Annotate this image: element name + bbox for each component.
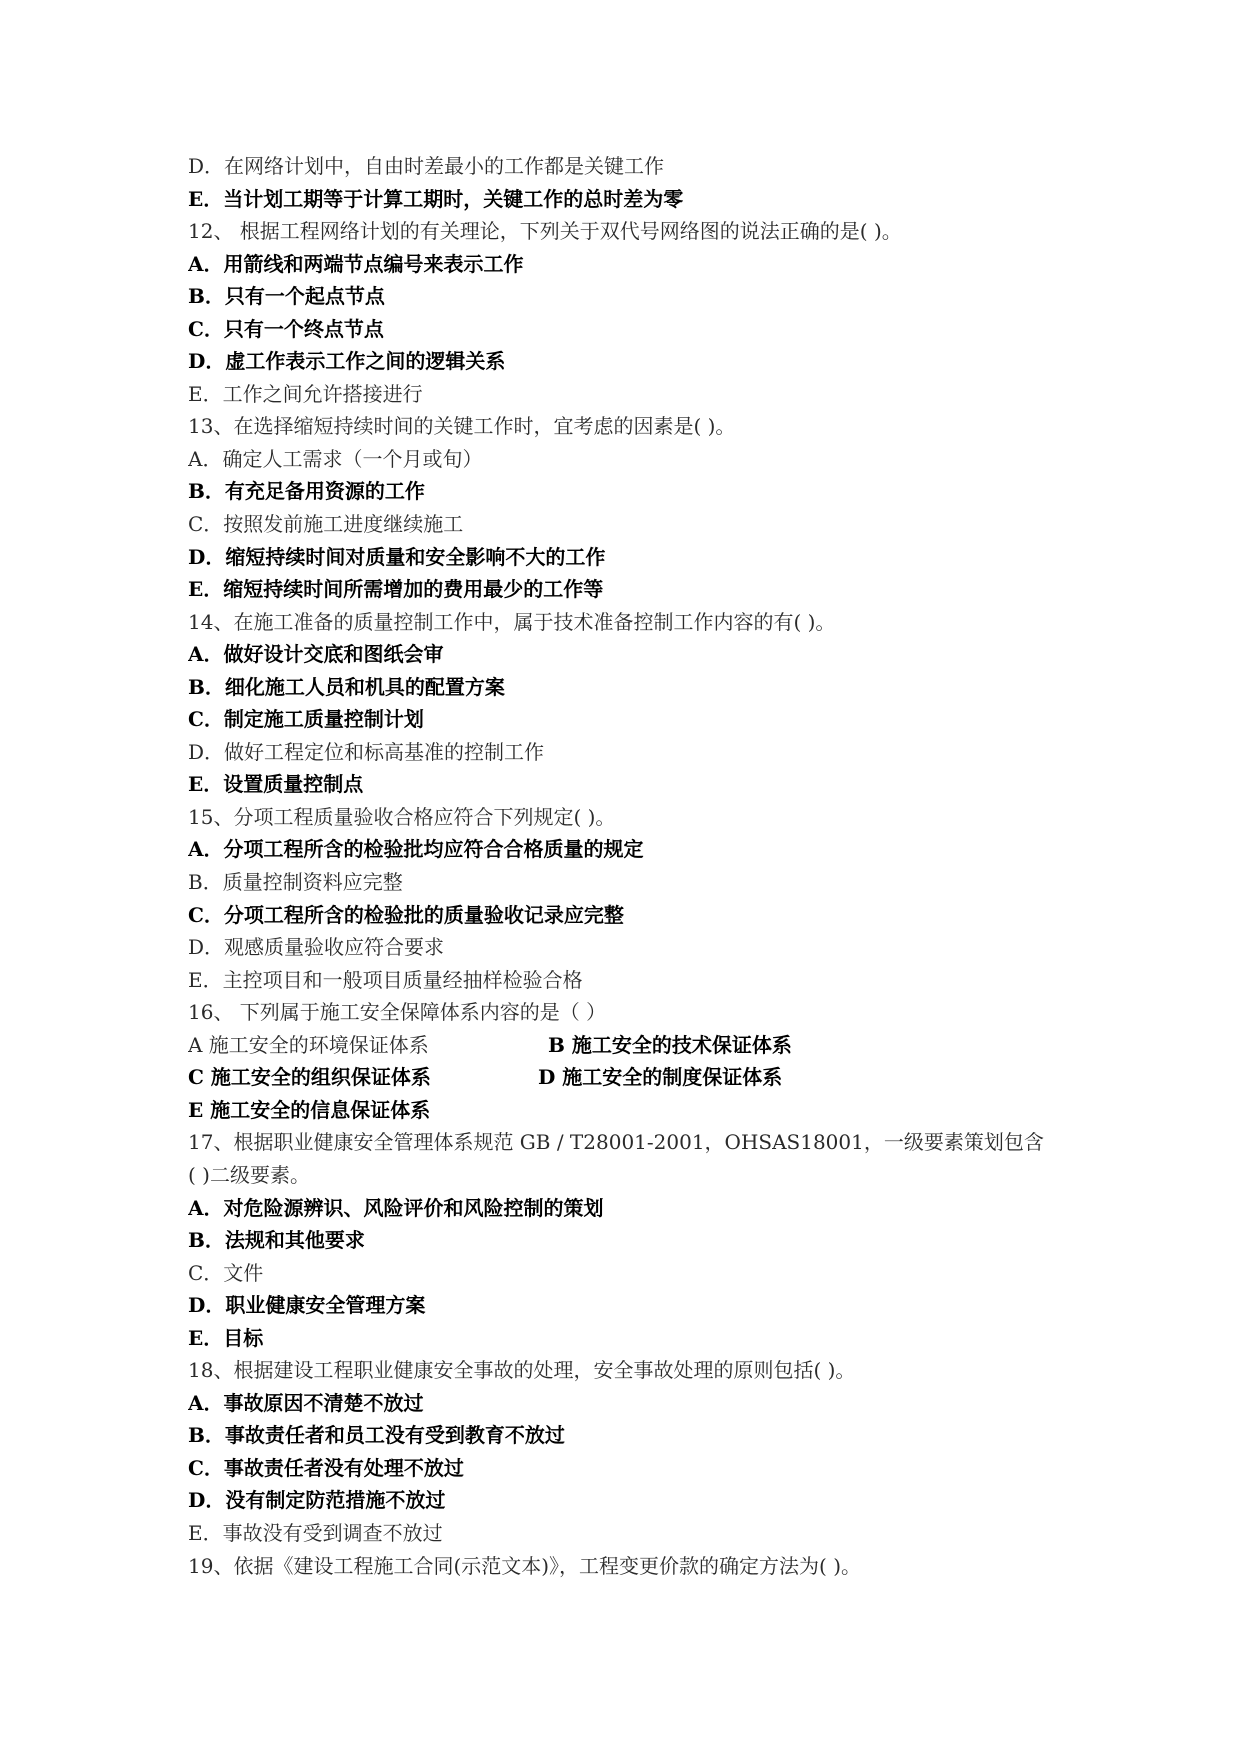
text-line: B．只有一个起点节点	[188, 284, 385, 309]
text-line: E．工作之间允许搭接进行	[188, 381, 423, 406]
text-line: E．设置质量控制点	[188, 772, 364, 797]
text-line: D．虚工作表示工作之间的逻辑关系	[188, 349, 506, 374]
text-line: ( )二级要素。	[188, 1162, 310, 1187]
text-line: B．质量控制资料应完整	[188, 870, 403, 895]
q16-options-row-3	[188, 1094, 1068, 1127]
text-line: A．确定人工需求（一个月或旬）	[188, 446, 483, 471]
text-line: B．事故责任者和员工没有受到教育不放过	[188, 1423, 565, 1448]
text-line: C．只有一个终点节点	[188, 316, 384, 341]
text-line: A．用箭线和两端节点编号来表示工作	[188, 251, 524, 276]
text-line: C．事故责任者没有处理不放过	[188, 1455, 464, 1480]
text-line: E．当计划工期等于计算工期时，关键工作的总时差为零	[188, 186, 684, 211]
text-line: E．主控项目和一般项目质量经抽样检验合格	[188, 967, 583, 992]
q16-option-b: B 施工安全的技术保证体系	[548, 1032, 792, 1057]
text-line: 15、分项工程质量验收合格应符合下列规定( )。	[188, 804, 616, 829]
text-line: 13、在选择缩短持续时间的关键工作时，宜考虑的因素是( )。	[188, 414, 736, 439]
text-line: D．在网络计划中，自由时差最小的工作都是关键工作	[188, 154, 665, 178]
text-line: D．做好工程定位和标高基准的控制工作	[188, 739, 545, 764]
text-line: D．缩短持续时间对质量和安全影响不大的工作	[188, 544, 606, 569]
text-line: A．对危险源辨识、风险评价和风险控制的策划	[188, 1195, 604, 1220]
text-line: B．细化施工人员和机具的配置方案	[188, 674, 505, 699]
q16-option-a: A 施工安全的环境保证体系	[188, 1032, 429, 1057]
document-body	[188, 150, 1068, 1582]
questions-11-16	[188, 150, 1068, 1029]
q16-options-row-2	[188, 1061, 1068, 1094]
text-line: 18、根据建设工程职业健康安全事故的处理，安全事故处理的原则包括( )。	[188, 1358, 856, 1383]
q16-options-row-1	[188, 1029, 1068, 1062]
text-line: B．法规和其他要求	[188, 1228, 365, 1253]
text-line: A．事故原因不清楚不放过	[188, 1390, 424, 1415]
text-line: 19、依据《建设工程施工合同(示范文本)》，工程变更价款的确定方法为( )。	[188, 1553, 862, 1578]
questions-17-19	[188, 1126, 1068, 1582]
text-line: C．按照发前施工进度继续施工	[188, 512, 464, 537]
text-line: 17、根据职业健康安全管理体系规范 GB / T28001-2001，OHSAS18001，一级要素策划包含	[188, 1130, 1044, 1155]
text-line: 14、在施工准备的质量控制工作中，属于技术准备控制工作内容的有( )。	[188, 609, 836, 634]
text-line: E．事故没有受到调查不放过	[188, 1520, 443, 1545]
q16-option-c: C 施工安全的组织保证体系	[188, 1065, 431, 1090]
q16-option-e: E 施工安全的信息保证体系	[188, 1097, 431, 1122]
text-line: 12、 根据工程网络计划的有关理论，下列关于双代号网络图的说法正确的是( )。	[188, 219, 902, 244]
text-line: A．分项工程所含的检验批均应符合合格质量的规定	[188, 837, 644, 862]
text-line: C．分项工程所含的检验批的质量验收记录应完整	[188, 902, 624, 927]
text-line: D．职业健康安全管理方案	[188, 1293, 426, 1318]
text-line: E．目标	[188, 1325, 264, 1350]
text-line: B．有充足备用资源的工作	[188, 479, 425, 504]
text-line: 16、 下列属于施工安全保障体系内容的是（ ）	[188, 1000, 607, 1025]
text-line: C．制定施工质量控制计划	[188, 707, 424, 732]
text-line: D．观感质量验收应符合要求	[188, 935, 445, 960]
q16-option-d: D 施工安全的制度保证体系	[538, 1065, 783, 1090]
text-line: D．没有制定防范措施不放过	[188, 1488, 446, 1513]
text-line: E．缩短持续时间所需增加的费用最少的工作等	[188, 577, 604, 602]
text-line: A．做好设计交底和图纸会审	[188, 642, 444, 667]
text-line: C．文件	[188, 1260, 264, 1285]
